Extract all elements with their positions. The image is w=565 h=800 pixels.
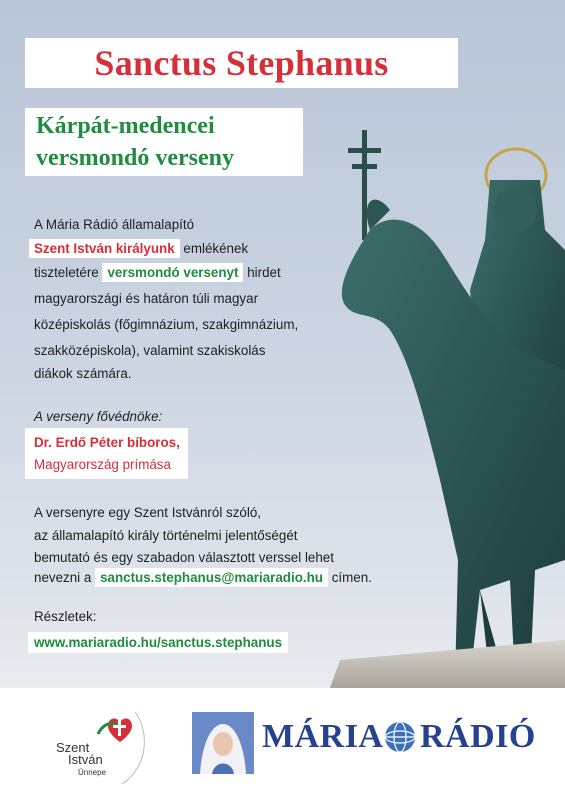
entry-line-4-end: címen. (331, 570, 372, 585)
intro-line-4: magyarországi és határon túli magyar (34, 291, 259, 306)
email-link[interactable]: sanctus.stephanus@mariaradio.hu (95, 568, 328, 587)
szent-logo-line-1: Szent (56, 740, 90, 755)
patron-title: Magyarország prímása (34, 457, 171, 472)
subtitle-line-2: versmondó verseny (36, 145, 234, 171)
details-label: Részletek: (34, 609, 97, 624)
statue-illustration (330, 120, 565, 688)
highlight-king: Szent István királyunk (29, 239, 180, 258)
entry-line-1: A versenyre egy Szent Istvánról szóló, (34, 505, 262, 520)
entry-line-4 (34, 570, 372, 585)
patron-label: A verseny fővédnöke: (34, 409, 163, 424)
intro-line-3-start: tiszteletére (34, 265, 99, 280)
intro-line-5: középiskolás (főgimnázium, szakgimnázium, (34, 317, 299, 332)
intro-line-1: A Mária Rádió államalapító (34, 217, 195, 232)
intro-line-6: szakközépiskola), valamint szakiskolás (34, 343, 266, 358)
maria-radio-word-1: MÁRIA (262, 718, 384, 755)
page-title: Sanctus Stephanus (94, 43, 389, 83)
szent-logo-line-2: István (68, 752, 103, 767)
subtitle-line-1: Kárpát-medencei (36, 113, 215, 139)
details-url-link[interactable]: www.mariaradio.hu/sanctus.stephanus (28, 632, 288, 653)
patron-name: Dr. Erdő Péter bíboros, (34, 435, 180, 450)
highlight-competition: versmondó versenyt (102, 263, 243, 282)
subtitle-banner (25, 108, 303, 176)
title-banner (25, 38, 458, 88)
intro-line-3 (34, 265, 281, 280)
intro-line-7: diákok számára. (34, 366, 132, 381)
globe-icon (382, 718, 418, 756)
maria-radio-word-2: RÁDIÓ (420, 718, 536, 755)
szent-logo-line-3: Ünnepe (78, 768, 107, 777)
patron-box (25, 428, 188, 479)
intro-line-2 (29, 241, 248, 256)
entry-line-2: az államalapító király történelmi jelentőségét (34, 528, 298, 543)
intro-line-2-rest: emlékének (183, 241, 249, 256)
entry-line-3: bemutató és egy szabadon választott verssel lehet (34, 550, 334, 565)
intro-line-3-rest: hirdet (247, 265, 281, 280)
entry-line-4-start: nevezni a (34, 570, 92, 585)
szent-istvan-logo (50, 712, 155, 784)
madonna-image (192, 712, 254, 774)
